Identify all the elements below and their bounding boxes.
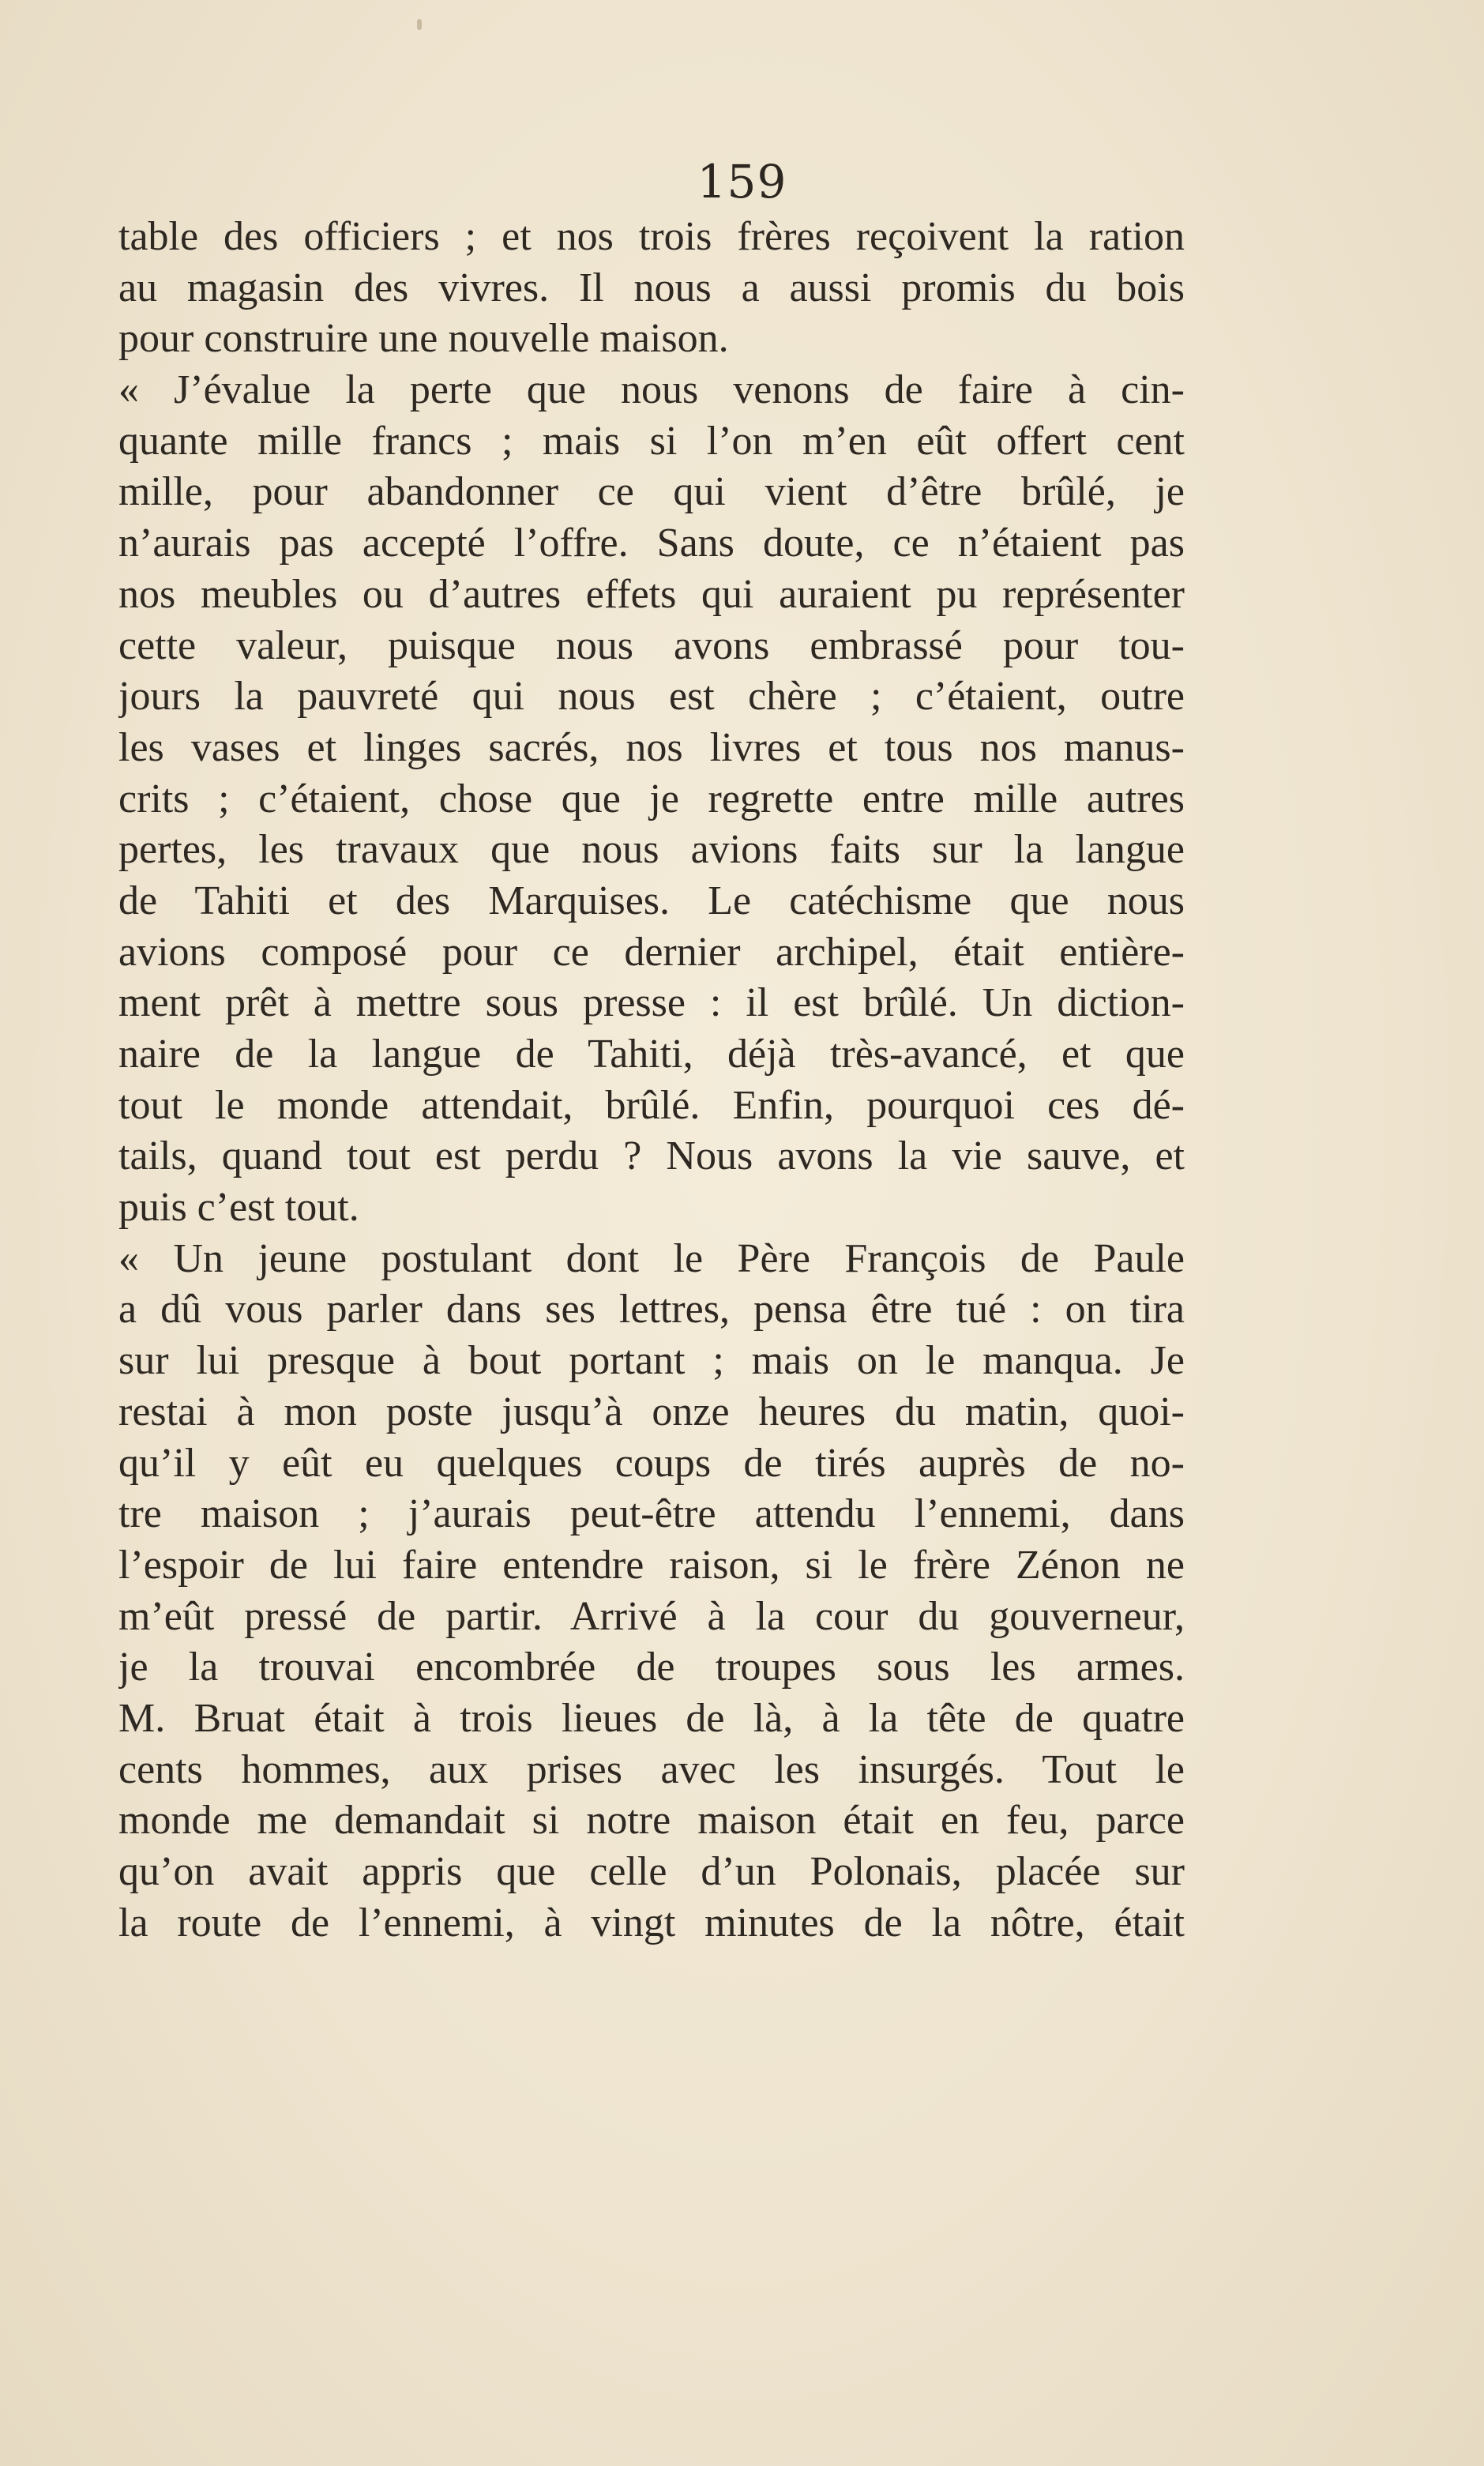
text-line: a dû vous parler dans ses lettres, pensa être tué : on tira: [118, 1287, 1185, 1333]
text-line: ment prêt à mettre sous presse : il est brûlé. Un diction-: [118, 980, 1185, 1026]
text-line: tails, quand tout est perdu ? Nous avons la vie sauve, et: [118, 1133, 1185, 1179]
text-line: sur lui presque à bout portant ; mais on le manqua. Je: [118, 1338, 1185, 1384]
text-line: de Tahiti et des Marquises. Le catéchisme que nous: [118, 878, 1185, 923]
text-line: tre maison ; j’aurais peut-être attendu l’ennemi, dans: [118, 1491, 1185, 1537]
text-line: « Un jeune postulant dont le Père François de Paule: [118, 1235, 1185, 1281]
text-line: avions composé pour ce dernier archipel, était entière-: [118, 929, 1185, 975]
text-line: table des officiers ; et nos trois frères reçoivent la ration: [118, 214, 1185, 259]
text-line: nos meubles ou d’autres effets qui auraient pu représenter: [118, 571, 1185, 617]
text-line: restai à mon poste jusqu’à onze heures du matin, quoi-: [118, 1389, 1185, 1434]
text-line: pour construire une nouvelle maison.: [118, 316, 729, 362]
paper-speck: [417, 19, 422, 30]
text-line: au magasin des vivres. Il nous a aussi promis du bois: [118, 265, 1185, 310]
text-line: « J’évalue la perte que nous venons de faire à cin-: [118, 367, 1185, 413]
page-number: 159: [697, 155, 787, 209]
text-line: jours la pauvreté qui nous est chère ; c’étaient, outre: [118, 674, 1185, 720]
text-line: la route de l’ennemi, à vingt minutes de la nôtre, était: [118, 1900, 1185, 1945]
body-text: [118, 212, 1185, 1949]
text-line: mille, pour abandonner ce qui vient d’être brûlé, je: [118, 469, 1185, 515]
text-line: monde me demandait si notre maison était en feu, parce: [118, 1798, 1185, 1844]
text-line: je la trouvai encombrée de troupes sous les armes.: [118, 1645, 1185, 1690]
text-line: crits ; c’étaient, chose que je regrette entre mille autres: [118, 776, 1185, 821]
text-line: quante mille francs ; mais si l’on m’en eût offert cent: [118, 418, 1185, 464]
text-line: les vases et linges sacrés, nos livres et tous nos manus-: [118, 724, 1185, 770]
text-line: cents hommes, aux prises avec les insurgés. Tout le: [118, 1746, 1185, 1792]
text-line: pertes, les travaux que nous avions faits sur la langue: [118, 827, 1185, 873]
text-line: puis c’est tout.: [118, 1185, 359, 1231]
text-line: l’espoir de lui faire entendre raison, si le frère Zénon ne: [118, 1542, 1185, 1588]
text-line: naire de la langue de Tahiti, déjà très-avancé, et que: [118, 1032, 1185, 1077]
text-line: cette valeur, puisque nous avons embrassé pour tou-: [118, 622, 1185, 668]
text-line: qu’on avait appris que celle d’un Polonais, placée sur: [118, 1849, 1185, 1894]
text-line: M. Bruat était à trois lieues de là, à la tête de quatre: [118, 1695, 1185, 1741]
text-line: tout le monde attendait, brûlé. Enfin, pourquoi ces dé-: [118, 1082, 1185, 1128]
text-line: n’aurais pas accepté l’offre. Sans doute, ce n’étaient pas: [118, 521, 1185, 566]
text-line: qu’il y eût eu quelques coups de tirés auprès de no-: [118, 1440, 1185, 1486]
text-line: m’eût pressé de partir. Arrivé à la cour du gouverneur,: [118, 1593, 1185, 1639]
